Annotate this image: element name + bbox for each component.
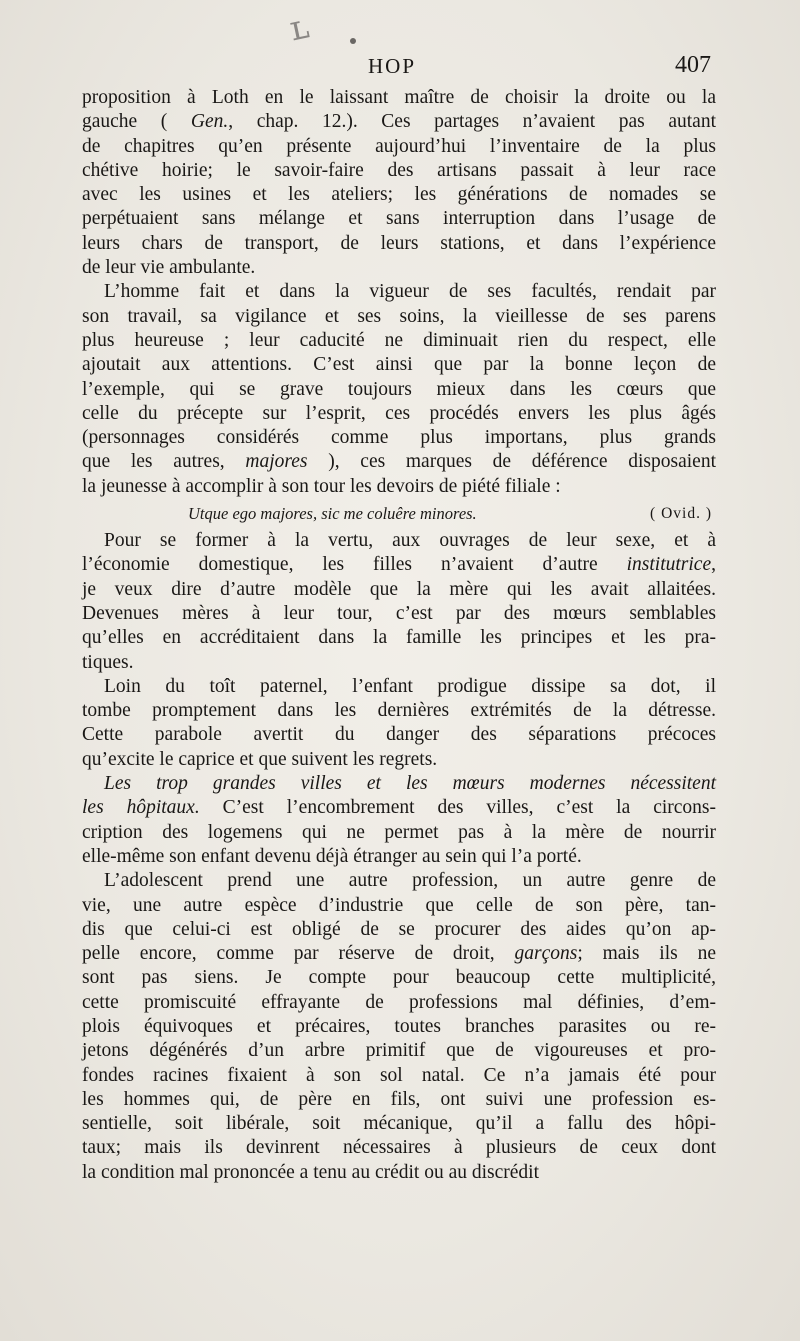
text-line: ajoutait aux attentions. C’est ainsi que par la bonne leçon de [82,354,716,376]
text-line: Pour se former à la vertu, aux ouvrages de leur sexe, et à [104,530,716,552]
paragraph [82,86,716,280]
text-line: les hommes qui, de père en fils, ont suivi une profession es- [82,1088,716,1110]
ink-dot-icon [350,38,356,44]
body-text [82,86,716,1185]
text-line: je veux dire d’autre modèle que la mère qui les avait allaitées. [82,578,716,600]
text-line: que les autres, majores ), ces marques de déférence disposaient [82,451,716,473]
text-line: sont pas siens. Je compte pour beaucoup cette multiplicité, [82,967,716,989]
text-line: l’exemple, qui se grave toujours mieux dans les cœurs que [82,378,716,400]
paragraph [82,869,716,1185]
text-line: de chapitres qu’en présente aujourd’hui l’inventaire de la plus [82,135,716,157]
paragraph [82,772,716,869]
running-head [0,52,800,82]
text-line: les hôpitaux. C’est l’encombrement des villes, c’est la circons- [82,797,716,819]
quote-text: Utque ego majores, sic me coluêre minores. [188,504,477,524]
latin-quote [82,499,716,529]
text-line: L’homme fait et dans la vigueur de ses facultés, rendait par [104,281,716,303]
text-line: chétive hoirie; le savoir-faire des artisans passait à leur race [82,159,716,181]
text-line: qu’elles en accréditaient dans la famille les principes et les pra- [82,627,716,649]
quote-attribution: ( Ovid. ) [650,505,712,523]
paragraph [82,675,716,772]
text-line: avec les usines et les ateliers; les générations de nomades se [82,184,716,206]
text-line: tiques. [82,651,134,673]
text-line: vie, une autre espèce d’industrie que celle de son père, tan- [82,894,716,916]
text-line: jetons dégénérés d’un arbre primitif que de vigoureuses et pro- [82,1040,716,1062]
text-line: plus heureuse ; leur caducité ne diminuait rien du respect, elle [82,329,716,351]
text-line: cription des logemens qui ne permet pas à la mère de nourrir [82,821,716,843]
text-line: l’économie domestique, les filles n’avaient d’autre institutrice, [82,554,716,576]
text-line: cette promiscuité effrayante de professions mal définies, d’em- [82,991,716,1013]
text-line: son travail, sa vigilance et ses soins, la vieillesse de ses parens [82,305,716,327]
text-line: fondes racines fixaient à son sol natal. Ce n’a jamais été pour [82,1064,716,1086]
text-line: elle-même son enfant devenu déjà étranger au sein qui l’a porté. [82,845,582,867]
text-line: Loin du toît paternel, l’enfant prodigue dissipe sa dot, il [104,675,716,697]
paragraph [82,529,716,675]
text-line: Les trop grandes villes et les mœurs modernes nécessitent [104,773,716,795]
text-line: taux; mais ils devinrent nécessaires à plusieurs de ceux dont [82,1137,716,1159]
text-line: qu’excite le caprice et que suivent les regrets. [82,748,438,770]
paragraph [82,280,716,499]
text-line: celle du précepte sur l’esprit, ces procédés envers les plus âgés [82,402,716,424]
text-line: L’adolescent prend une autre profession, un autre genre de [104,870,716,892]
text-section-after-quote [82,529,716,1185]
text-line: leurs chars de transport, de leurs stations, et dans l’expérience [82,232,716,254]
text-line: gauche ( Gen., chap. 12.). Ces partages n’avaient pas autant [82,111,716,133]
text-line: sentielle, soit libérale, soit mécanique, qu’il a fallu des hôpi- [82,1113,716,1135]
text-line: (personnages considérés comme plus importans, plus grands [82,427,716,449]
running-head-title: HOP [368,54,417,78]
text-line: Devenues mères à leur tour, c’est par des mœurs semblables [82,602,716,624]
text-line: la condition mal prononcée a tenu au crédit ou au discrédit [82,1161,540,1183]
page-number: 407 [675,52,711,78]
text-line: dis que celui-ci est obligé de se procurer des aides qu’on ap- [82,918,716,940]
text-line: pelle encore, comme par réserve de droit, garçons; mais ils ne [82,943,716,965]
text-line: tombe promptement dans les dernières extrémités de la détresse. [82,700,716,722]
text-line: perpétuaient sans mélange et sans interruption dans l’usage de [82,208,716,230]
pencil-mark-icon: ʟ [286,6,313,50]
text-section-before-quote [82,86,716,499]
text-line: plois équivoques et précaires, toutes branches parasites ou re- [82,1015,716,1037]
text-line: proposition à Loth en le laissant maître de choisir la droite ou la [82,87,716,108]
text-line: de leur vie ambulante. [82,257,256,279]
text-line: Cette parabole avertit du danger des séparations précoces [82,724,716,746]
text-line: la jeunesse à accomplir à son tour les devoirs de piété filiale : [82,475,561,497]
